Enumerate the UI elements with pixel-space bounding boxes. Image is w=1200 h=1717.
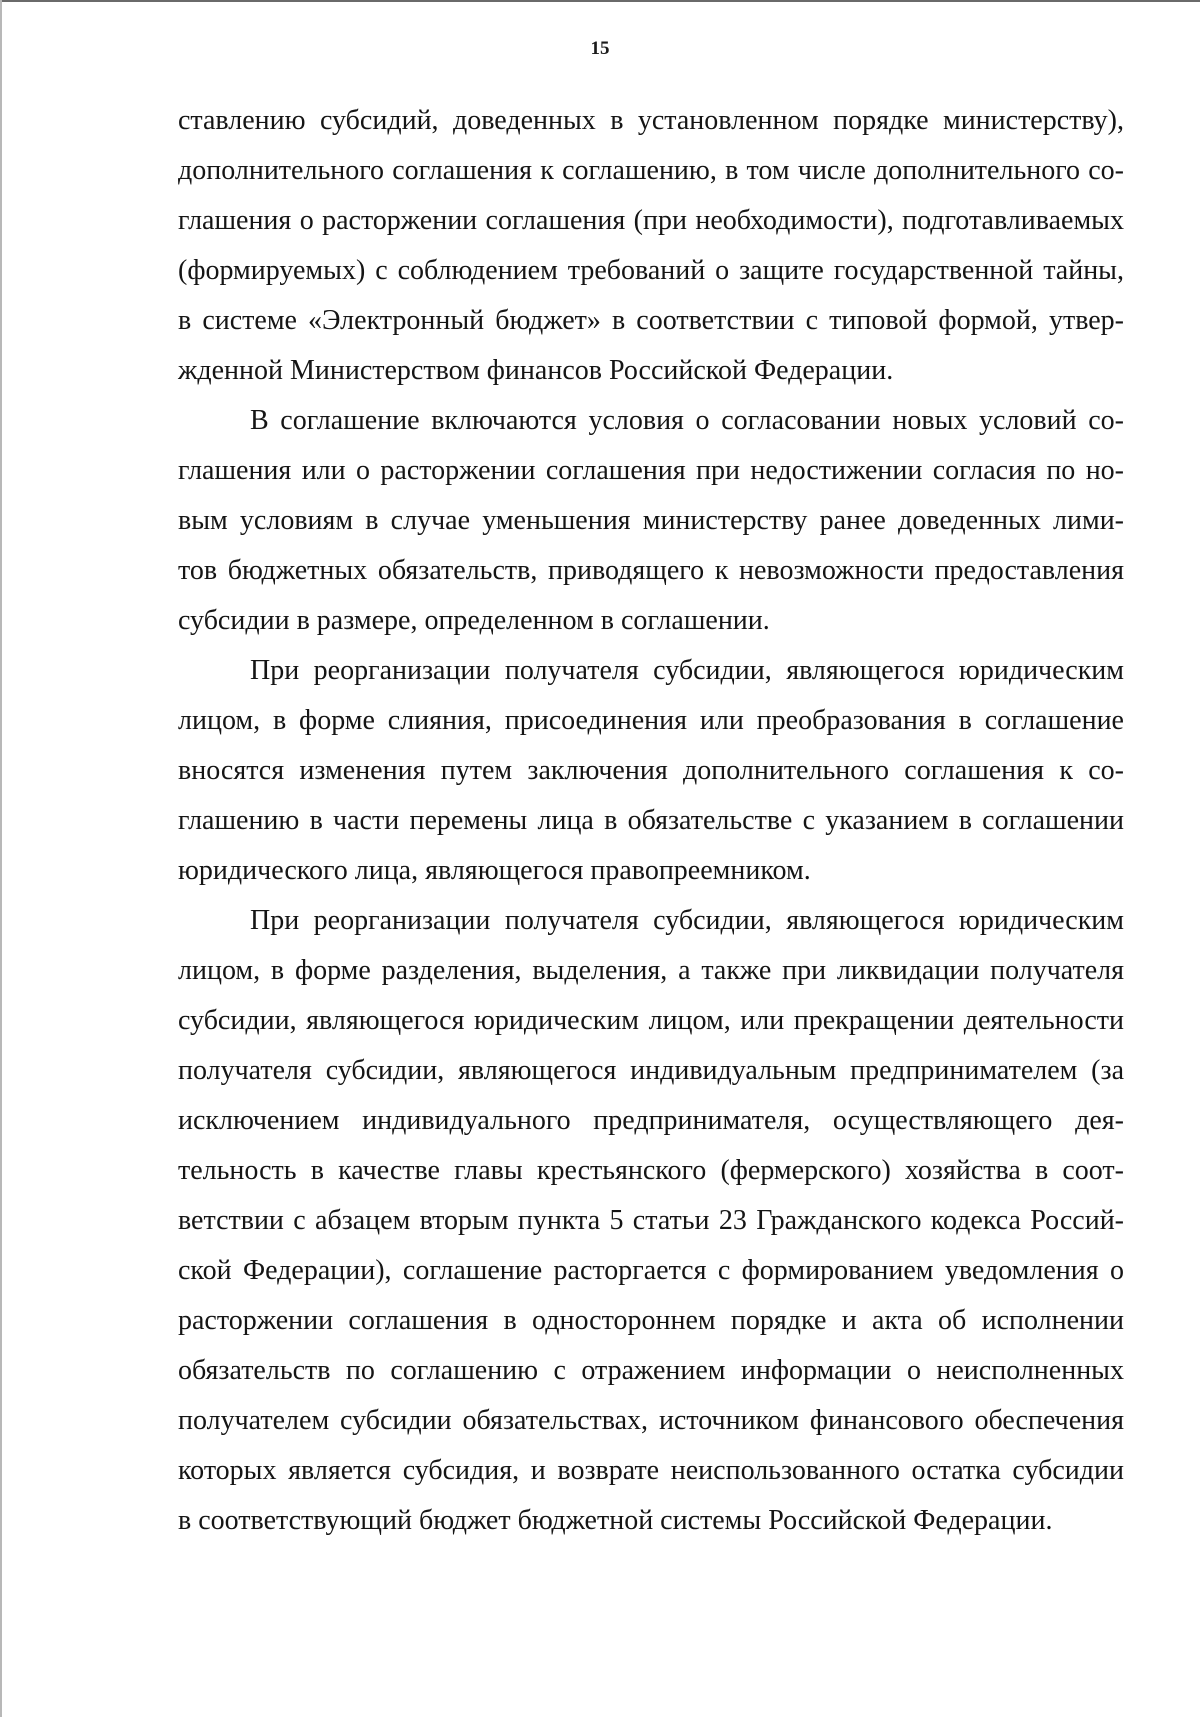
text-line: ветствии с абзацем вторым пункта 5 статьи 23 Гражданского кодекса Россий- [178,1205,1124,1236]
text-line: исключением индивидуального предпринимателя, осуществляющего дея- [178,1105,1124,1136]
text-line: тов бюджетных обязательств, приводящего к невозможности предоставления [178,555,1124,586]
paragraph [178,96,1124,396]
paragraph [178,896,1124,1546]
text-line: которых является субсидия, и возврате неиспользованного остатка субсидии [178,1455,1124,1486]
text-line: лицом, в форме слияния, присоединения или преобразования в соглашение [178,705,1124,736]
text-line: ской Федерации), соглашение расторгается с формированием уведомления о [178,1255,1124,1286]
page-number: 15 [590,38,610,59]
text-line: глашению в части перемены лица в обязательстве с указанием в соглашении [178,805,1124,836]
paragraph [178,646,1124,896]
text-line: получателем субсидии обязательствах, источником финансового обеспечения [178,1405,1124,1436]
paragraph [178,396,1124,646]
text-line: вым условиям в случае уменьшения министерству ранее доведенных лими- [178,505,1124,536]
text-line: субсидии в размере, определенном в соглашении. [178,605,770,636]
text-line: При реорганизации получателя субсидии, являющегося юридическим [250,655,1124,686]
text-line: получателя субсидии, являющегося индивидуальным предпринимателем (за [178,1055,1124,1086]
text-line: юридического лица, являющегося правопреемником. [178,855,811,886]
text-line: глашения о расторжении соглашения (при необходимости), подготавливаемых [178,205,1124,236]
text-line: субсидии, являющегося юридическим лицом, или прекращении деятельности [178,1005,1124,1036]
text-line: жденной Министерством финансов Российской Федерации. [178,355,894,386]
text-line: в соответствующий бюджет бюджетной системы Российской Федерации. [178,1505,1053,1536]
text-line: тельность в качестве главы крестьянского (фермерского) хозяйства в соот- [178,1155,1124,1186]
text-line: лицом, в форме разделения, выделения, а также при ликвидации получателя [178,955,1124,986]
text-line: (формируемых) с соблюдением требований о защите государственной тайны, [178,255,1124,286]
text-line: дополнительного соглашения к соглашению, в том числе дополнительного со- [178,155,1124,186]
text-line: вносятся изменения путем заключения дополнительного соглашения к со- [178,755,1124,786]
text-line: ставлению субсидий, доведенных в установленном порядке министерству), [178,105,1124,136]
scan-top-edge [0,0,1200,2]
scan-left-edge [0,0,2,1717]
text-line: обязательств по соглашению с отражением информации о неисполненных [178,1355,1124,1386]
text-line: В соглашение включаются условия о согласовании новых условий со- [250,405,1124,436]
text-line: глашения или о расторжении соглашения при недостижении согласия по но- [178,455,1124,486]
text-line: При реорганизации получателя субсидии, являющегося юридическим [250,905,1124,936]
text-line: в системе «Электронный бюджет» в соответствии с типовой формой, утвер- [178,305,1124,336]
document-body [178,96,1124,1546]
text-line: расторжении соглашения в одностороннем порядке и акта об исполнении [178,1305,1124,1336]
